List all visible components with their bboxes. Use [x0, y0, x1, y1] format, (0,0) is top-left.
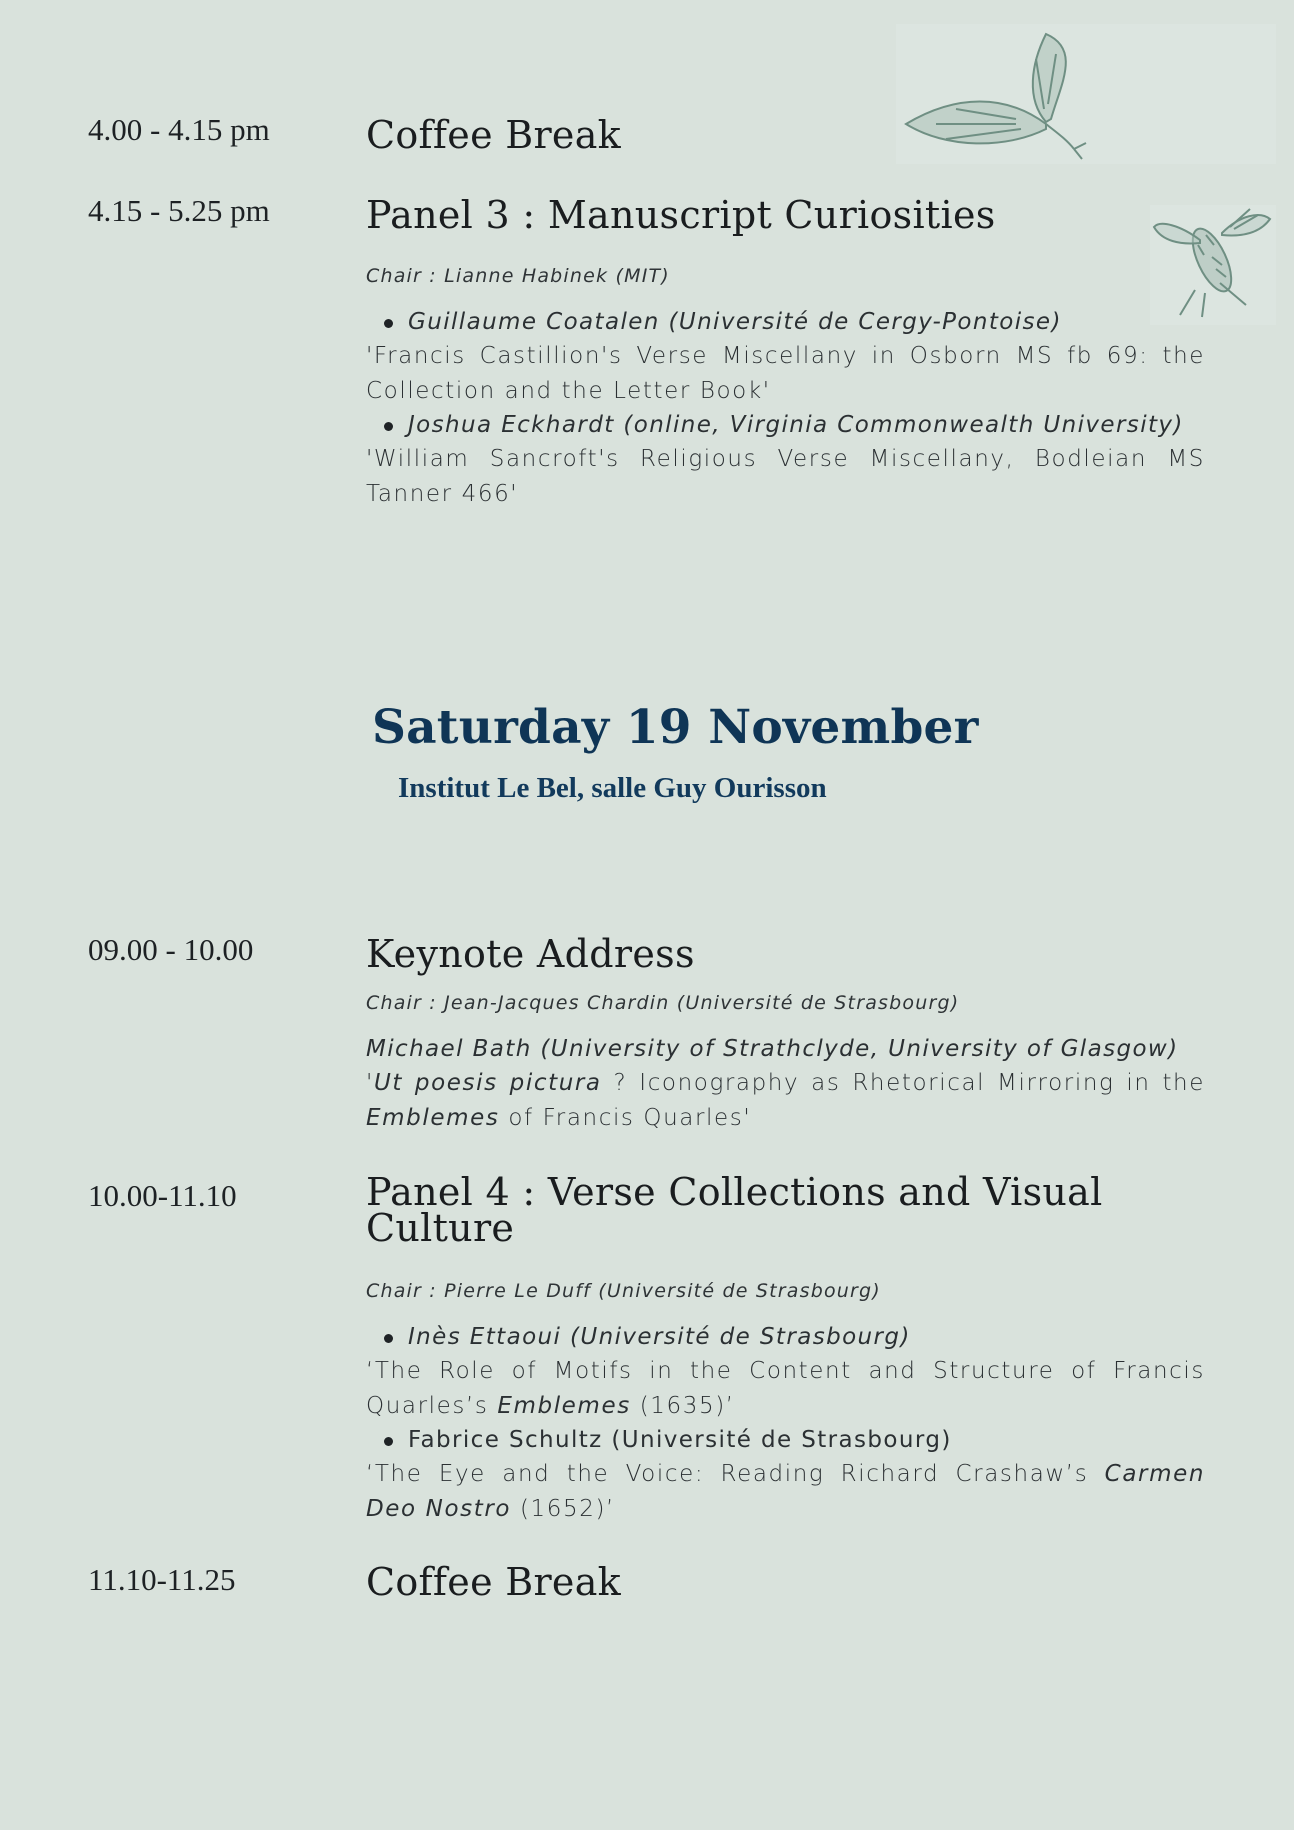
talk-paper-title: 'Francis Castillion's Verse Miscellany in Osborn MS fb 69: the Collection and the Letter Book' [366, 343, 1205, 404]
keynote [366, 932, 1205, 1135]
coffee-break-1-title: Coffee Break [366, 113, 621, 157]
talk-speaker: Fabrice Schultz (Université de Strasbourg) [366, 1423, 1205, 1457]
coffee-break-2-time: 11.10-11.25 [88, 1562, 236, 1597]
panel-3-talks [366, 305, 1205, 511]
panel-3-time: 4.15 - 5.25 pm [88, 193, 270, 228]
talk-speaker: Inès Ettaoui (Université de Strasbourg) [366, 1320, 1205, 1354]
panel-4-time: 10.00-11.10 [88, 1178, 237, 1213]
panel-3-title: Panel 3 : Manuscript Curiosities [366, 193, 996, 237]
panel-4-talks [366, 1320, 1205, 1526]
coffee-break-1-time: 4.00 - 4.15 pm [88, 112, 270, 147]
keynote-time: 09.00 - 10.00 [88, 932, 254, 967]
panel-3 [366, 193, 1205, 511]
panel-4-chair: Chair : Pierre Le Duff (Université de Strasbourg) [366, 1280, 881, 1302]
talk-speaker: Joshua Eckhardt (online, Virginia Commonwealth University) [366, 408, 1205, 442]
coffee-break-1 [366, 113, 1205, 157]
keynote-speaker: Michael Bath (University of Strathclyde, University of Glasgow) [366, 1036, 1179, 1062]
day-title: Saturday 19 November [372, 700, 979, 755]
panel-4 [366, 1170, 1205, 1526]
keynote-title: Keynote Address [366, 932, 695, 976]
venue: Institut Le Bel, salle Guy Ourisson [398, 772, 827, 804]
talk-paper-title: ‘The Role of Motifs in the Content and Structure of Francis Quarles’s Emblemes (1635)’ [366, 1358, 1205, 1419]
keynote-chair: Chair : Jean-Jacques Chardin (Université de Strasbourg) [366, 992, 960, 1014]
coffee-break-2 [366, 1560, 1205, 1604]
talk-speaker: Guillaume Coatalen (Université de Cergy-Pontoise) [366, 305, 1205, 339]
talk-paper-title: 'William Sancroft's Religious Verse Miscellany, Bodleian MS Tanner 466' [366, 446, 1205, 507]
panel-4-title: Panel 4 : Verse Collections and Visual Culture [366, 1170, 1103, 1250]
talk-paper-title: ‘The Eye and the Voice: Reading Richard Crashaw’s Carmen Deo Nostro (1652)’ [366, 1461, 1205, 1522]
panel-3-chair: Chair : Lianne Habinek (MIT) [366, 265, 670, 287]
keynote-paper-title: 'Ut poesis pictura ? Iconography as Rhetorical Mirroring in the Emblemes of Francis Quarles' [366, 1070, 1205, 1131]
coffee-break-2-title: Coffee Break [366, 1560, 621, 1604]
